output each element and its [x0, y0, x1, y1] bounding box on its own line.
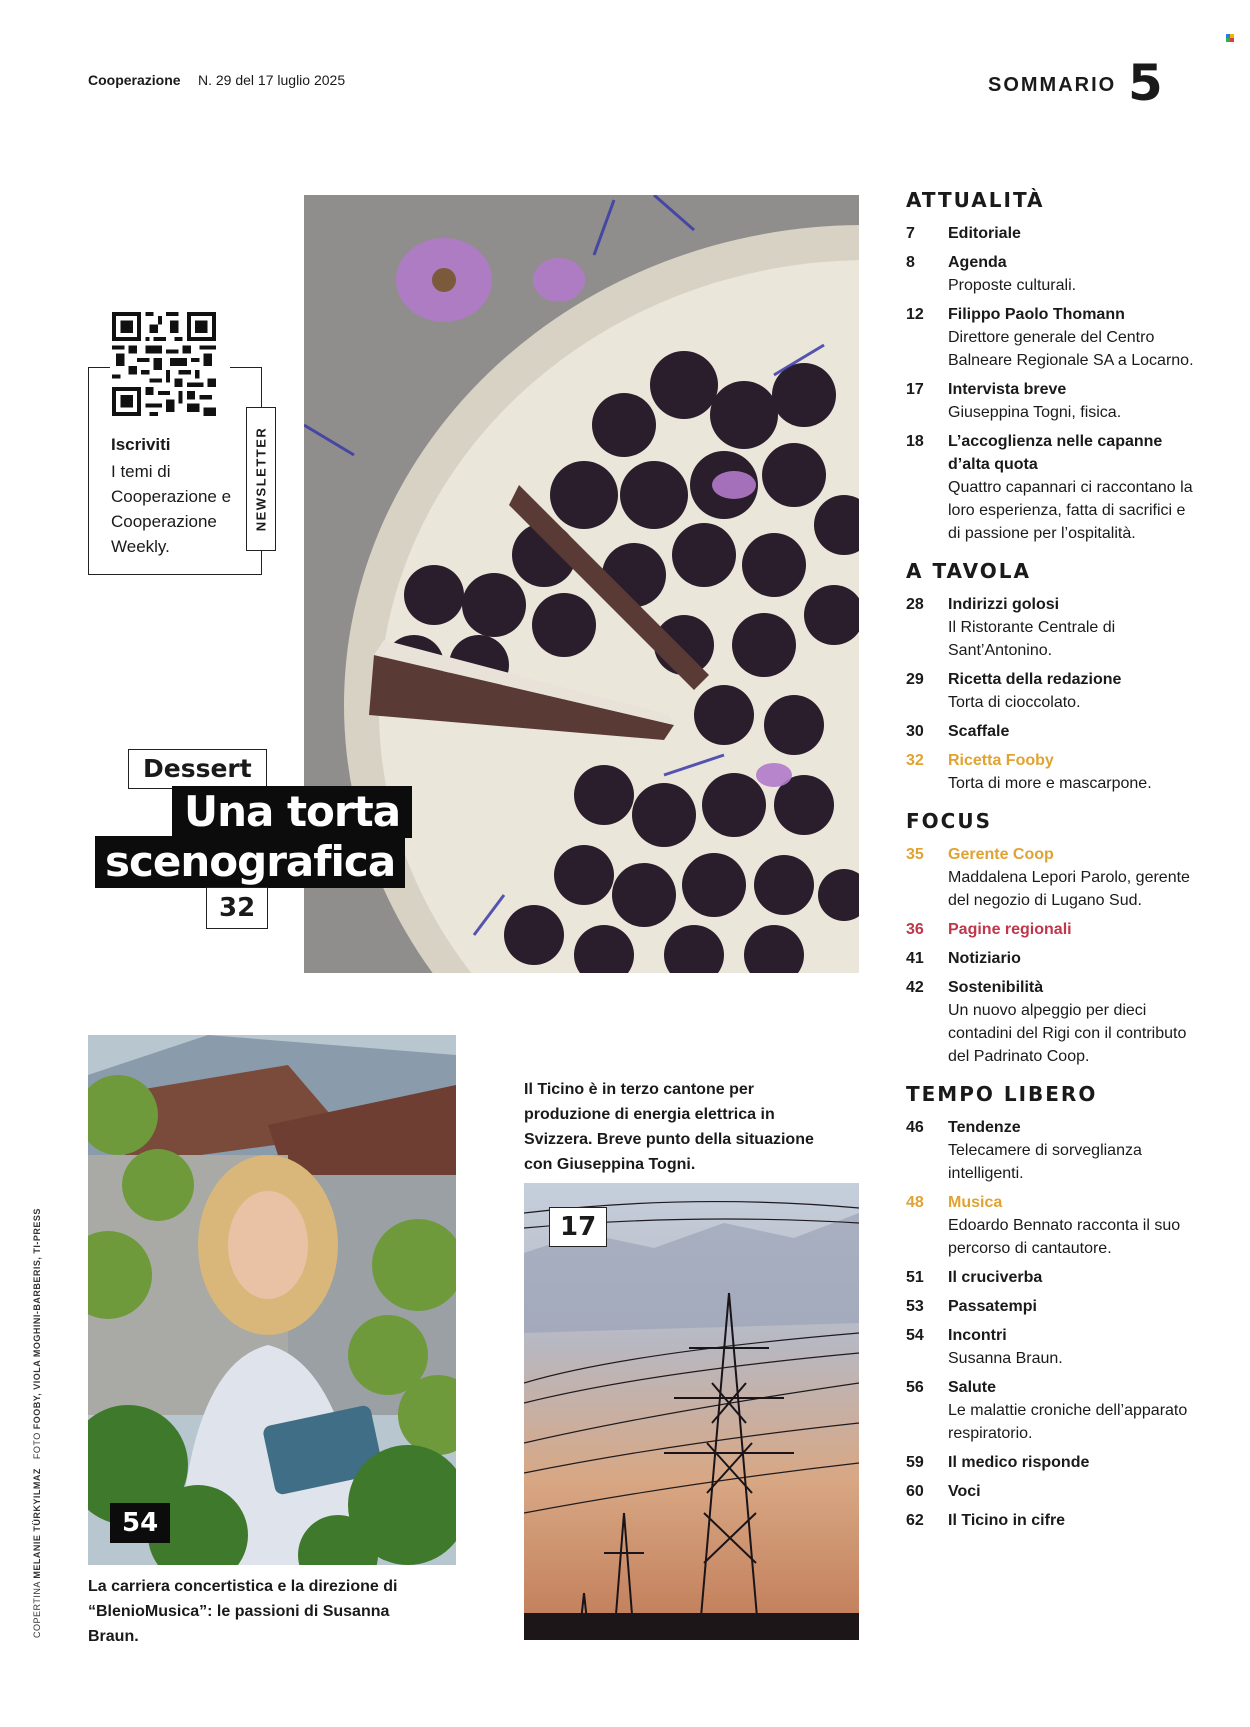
toc-entry[interactable]: 29 Ricetta della redazione Torta di cioccolato.	[906, 671, 1122, 711]
photo-credit: COPERTINA MELANIE TÜRKYILMAZ FOTO FOOBY, VIOLA MOGHINI-BARBERIS, TI-PRESS	[32, 1208, 42, 1638]
toc-entry[interactable]: 41 Notiziario	[906, 950, 1021, 967]
toc-entry[interactable]: 62 Il Ticino in cifre	[906, 1512, 1066, 1529]
toc-entry[interactable]: 36 Pagine regionali	[906, 921, 1072, 938]
toc-entry[interactable]: 54 Incontri Susanna Braun.	[906, 1327, 1063, 1367]
toc-entry[interactable]: 18 L’accoglienza nelle capanne d’alta quota Quattro capannari ci raccontano la loro esperienza, fatta di sacrifici e di passione per l’ospitalità.	[906, 433, 1193, 542]
ticino-caption: Il Ticino è in terzo cantone per produzione di energia elettrica in Svizzera. Breve punto della situazione con Giuseppina Togni.	[524, 1081, 814, 1173]
toc-entry[interactable]: 51 Il cruciverba	[906, 1269, 1043, 1286]
newsletter-subscribe-link[interactable]: Iscriviti	[111, 435, 171, 454]
toc-entry[interactable]: 56 Salute Le malattie croniche dell’apparato respiratorio.	[906, 1379, 1188, 1442]
feature-title-line2[interactable]: scenografica	[95, 836, 405, 888]
publication-name: Cooperazione	[88, 72, 181, 88]
issue-date: N. 29 del 17 luglio 2025	[198, 72, 346, 88]
toc-entry[interactable]: 59 Il medico risponde	[906, 1454, 1090, 1471]
toc-entry[interactable]: 42 Sostenibilità Un nuovo alpeggio per dieci contadini del Rigi con il contributo del Padrinato Coop.	[906, 979, 1187, 1065]
toc-entry[interactable]: 60 Voci	[906, 1483, 981, 1500]
toc-entry[interactable]: 7 Editoriale	[906, 225, 1021, 242]
susanna-braun-photo	[88, 1035, 456, 1565]
feature-category-tag: Dessert	[128, 749, 267, 789]
toc-entry[interactable]: 32 Ricetta Fooby Torta di more e mascarpone.	[906, 752, 1152, 792]
table-of-contents	[906, 188, 1196, 1538]
power-pylon-photo	[524, 1183, 859, 1640]
toc-section-title: FOCUS	[906, 809, 992, 833]
color-registration-mark	[1226, 34, 1234, 42]
toc-entry[interactable]: 46 Tendenze Telecamere di sorveglianza intelligenti.	[906, 1119, 1142, 1182]
braun-caption: La carriera concertistica e la direzione di “BlenioMusica”: le passioni di Susanna Braun.	[88, 1578, 398, 1645]
newsletter-description: I temi di Cooperazione e Cooperazione Weekly.	[111, 462, 232, 556]
feature-title-line1[interactable]: Una torta	[172, 786, 412, 838]
toc-entry[interactable]: 12 Filippo Paolo Thomann Direttore generale del Centro Balneare Regionale SA a Locarno.	[906, 306, 1194, 369]
toc-entry[interactable]: 8 Agenda Proposte culturali.	[906, 254, 1077, 294]
ticino-page-number: 17	[549, 1207, 607, 1247]
braun-page-number: 54	[110, 1503, 170, 1543]
page-number: 5	[1128, 54, 1163, 112]
newsletter-label: NEWSLETTER	[246, 407, 276, 551]
qr-code-icon[interactable]	[112, 312, 216, 416]
toc-entry[interactable]: 48 Musica Edoardo Bennato racconta il suo percorso di cantautore.	[906, 1194, 1181, 1257]
toc-entry[interactable]: 30 Scaffale	[906, 723, 1010, 740]
toc-section-title: A TAVOLA	[906, 559, 1032, 583]
toc-entry[interactable]: 53 Passatempi	[906, 1298, 1037, 1315]
toc-section-title: ATTUALITÀ	[906, 188, 1045, 212]
section-title: SOMMARIO	[988, 74, 1117, 96]
feature-page-number: 32	[206, 887, 268, 929]
toc-entry[interactable]: 35 Gerente Coop Maddalena Lepori Parolo, gerente del negozio di Lugano Sud.	[906, 846, 1190, 909]
toc-entry[interactable]: 28 Indirizzi golosi Il Ristorante Centrale di Sant’Antonino.	[906, 596, 1116, 659]
toc-section-title: TEMPO LIBERO	[906, 1082, 1098, 1106]
toc-entry[interactable]: 17 Intervista breve Giuseppina Togni, fisica.	[906, 381, 1122, 421]
